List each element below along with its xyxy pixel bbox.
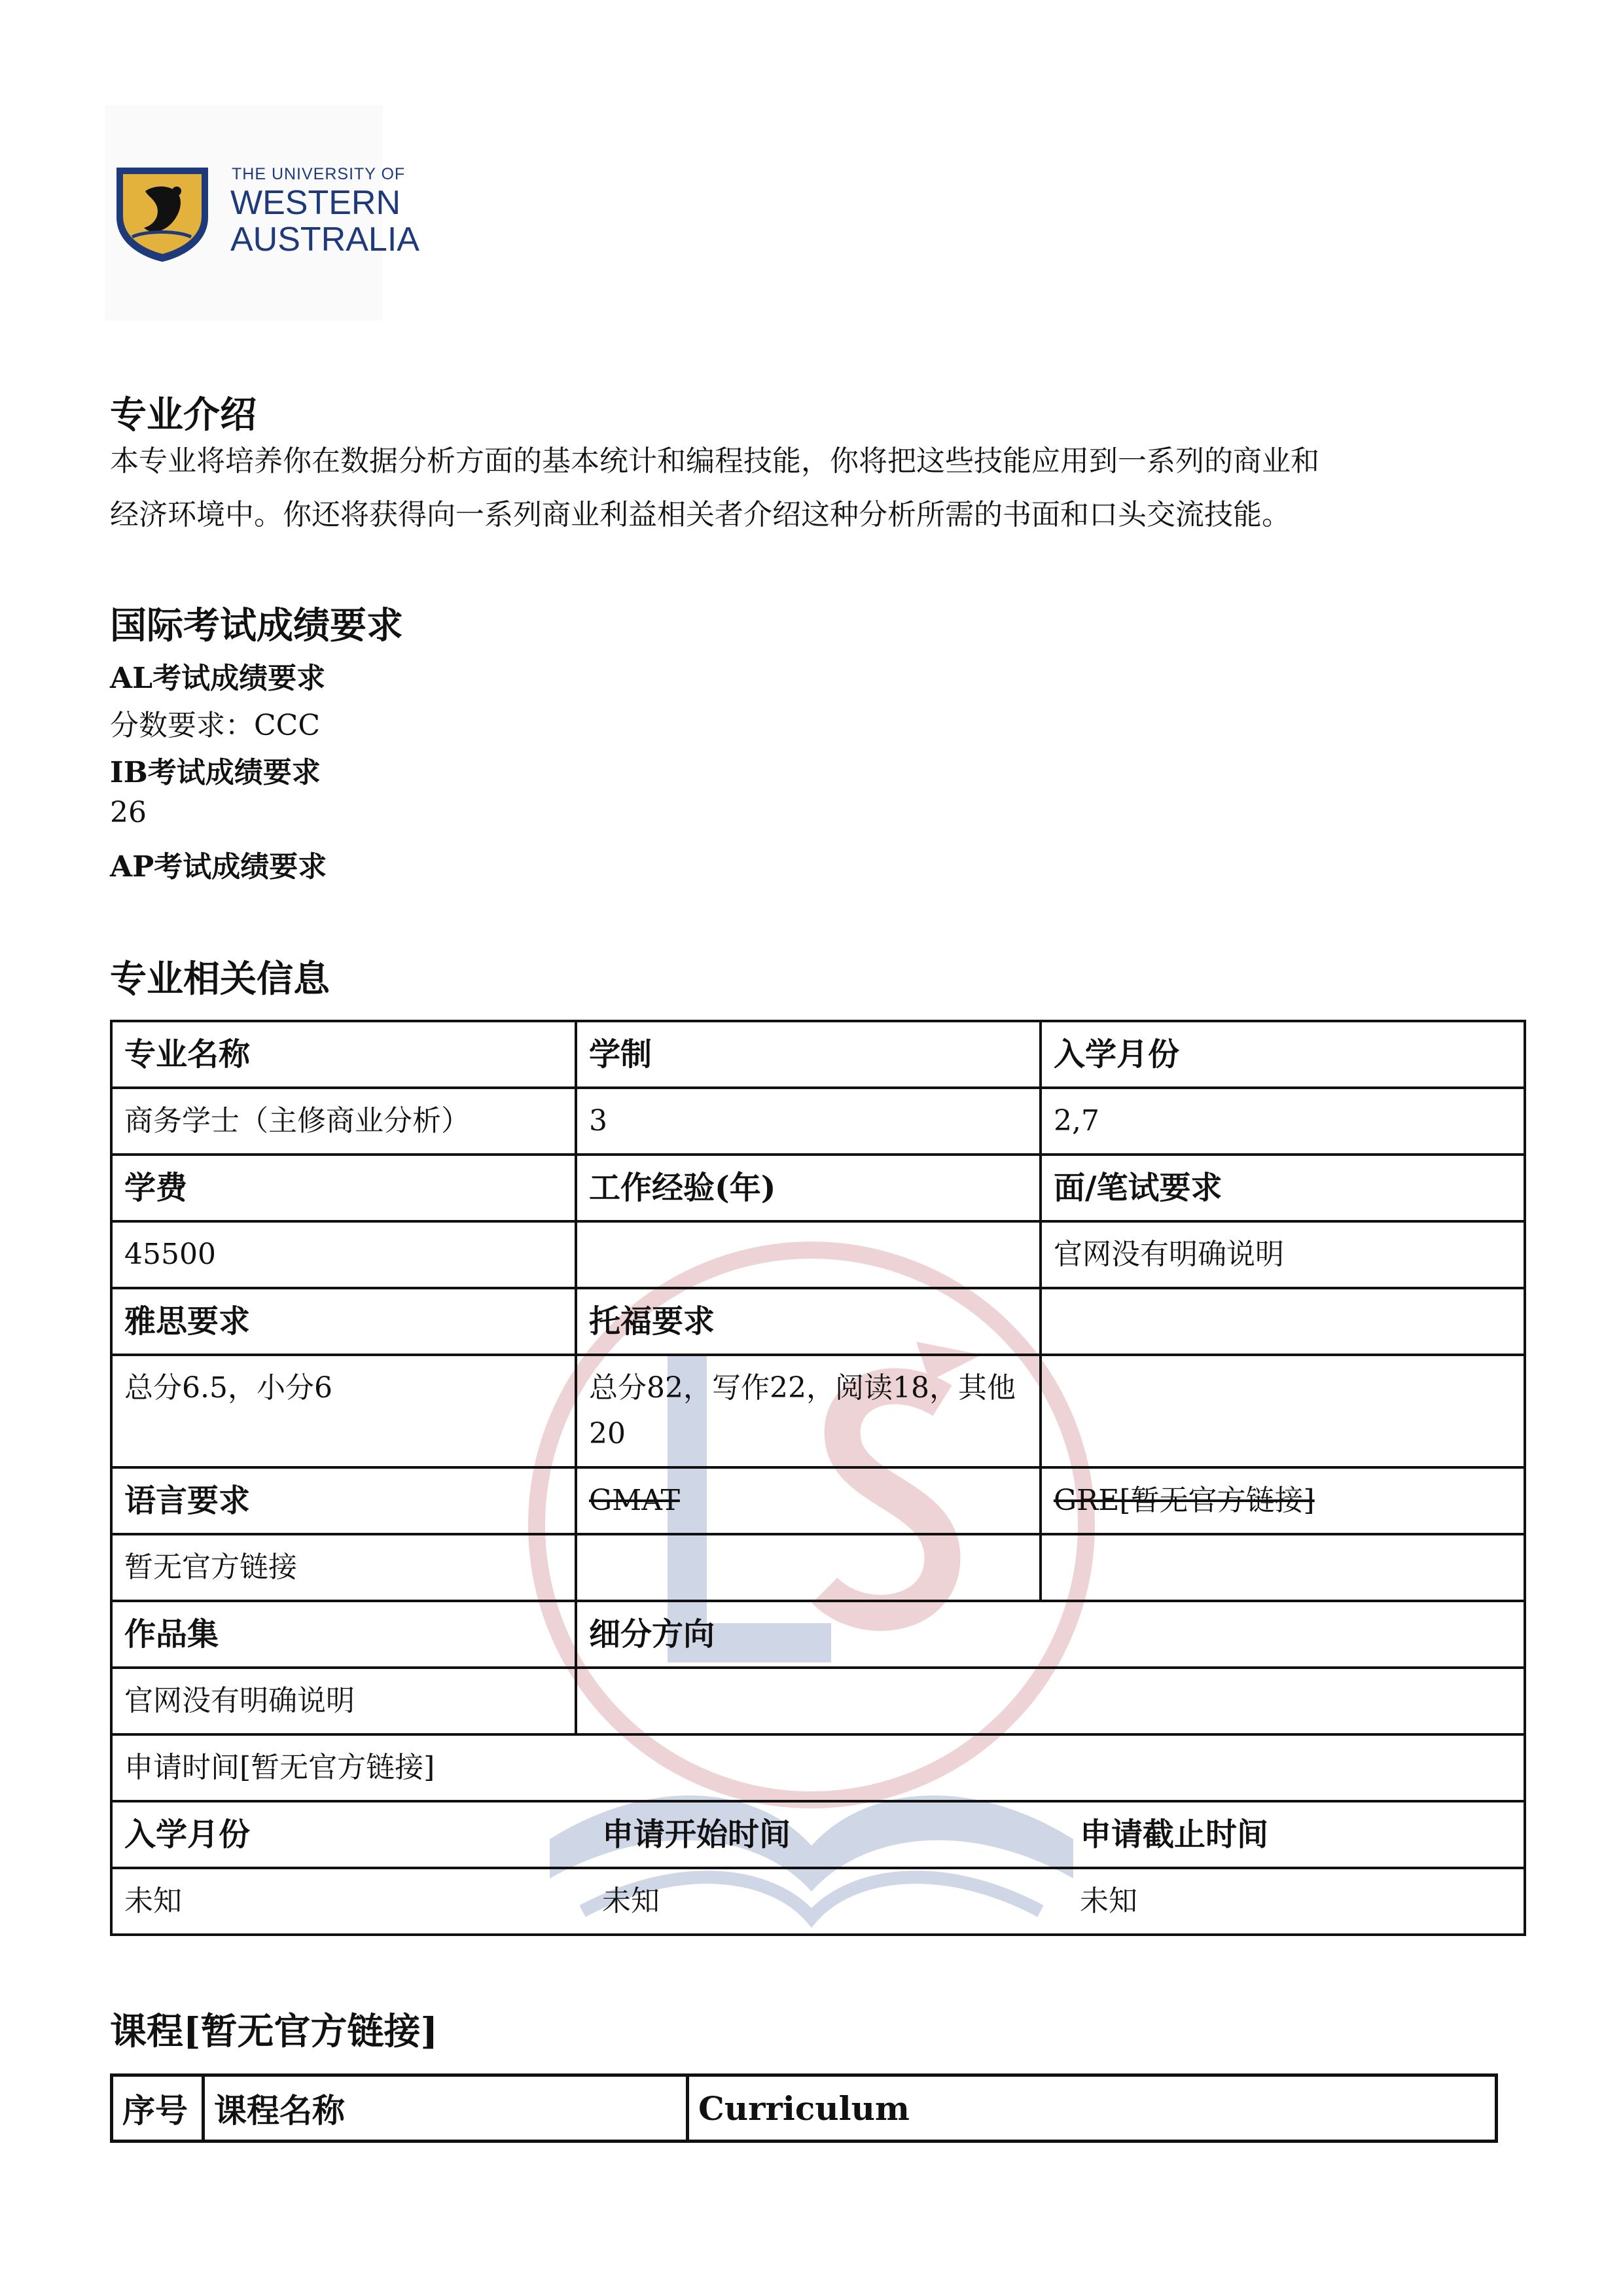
ib-title: IB考试成绩要求 — [110, 756, 321, 789]
university-logo — [105, 105, 419, 321]
crest-icon — [113, 165, 212, 263]
ielts-value: 总分6.5，小分6 — [111, 1355, 576, 1467]
direction-value — [576, 1668, 1525, 1734]
al-title: AL考试成绩要求 — [110, 662, 326, 695]
apply-col-start: 申请开始时间 — [590, 1803, 1068, 1869]
major-label: 专业名称 — [111, 1021, 576, 1088]
courses-table — [110, 2073, 1498, 2143]
apply-val-deadline: 未知 — [1080, 1884, 1137, 1918]
toefl-label: 托福要求 — [576, 1288, 1041, 1355]
duration-value: 3 — [576, 1088, 1041, 1155]
apply-col-deadline: 申请截止时间 — [1068, 1803, 1526, 1869]
empty-cell — [576, 1534, 1041, 1601]
gre-label: GRE[暂无官方链接] — [1041, 1467, 1525, 1534]
language-value: 暂无官方链接 — [111, 1534, 576, 1601]
logo-line-2: WESTERN — [230, 184, 401, 222]
course-col-curriculum: Curriculum — [688, 2075, 1497, 2142]
tuition-label: 学费 — [111, 1155, 576, 1221]
language-label: 语言要求 — [111, 1467, 576, 1534]
apply-time-table — [111, 1801, 1525, 1935]
toefl-value: 总分82，写作22，阅读18，其他20 — [576, 1355, 1041, 1467]
logo-line-3: AUSTRALIA — [230, 221, 419, 259]
interview-label: 面/笔试要求 — [1041, 1155, 1525, 1221]
empty-cell — [1041, 1534, 1525, 1601]
exams-heading: 国际考试成绩要求 — [110, 604, 403, 647]
course-col-index: 序号 — [112, 2075, 204, 2142]
apply-val-start: 未知 — [602, 1884, 660, 1918]
ib-value: 26 — [110, 796, 147, 829]
al-value: 分数要求：CCC — [110, 709, 320, 742]
info-table — [110, 1020, 1526, 1936]
apply-col-intake: 入学月份 — [113, 1803, 590, 1869]
duration-label: 学制 — [576, 1021, 1041, 1088]
tuition-value: 45500 — [111, 1221, 576, 1288]
courses-heading: 课程[暂无官方链接] — [110, 2010, 438, 2053]
gmat-label: GMAT — [576, 1467, 1041, 1534]
interview-value: 官网没有明确说明 — [1041, 1221, 1525, 1288]
major-value: 商务学士（主修商业分析） — [111, 1088, 576, 1155]
info-heading: 专业相关信息 — [110, 958, 330, 1001]
logo-line-1: THE UNIVERSITY OF — [232, 165, 406, 183]
ap-title: AP考试成绩要求 — [110, 850, 327, 884]
work-label: 工作经验(年) — [576, 1155, 1041, 1221]
intro-heading: 专业介绍 — [110, 393, 257, 437]
portfolio-label: 作品集 — [111, 1601, 576, 1668]
ielts-label: 雅思要求 — [111, 1288, 576, 1355]
intro-line-1: 本专业将培养你在数据分析方面的基本统计和编程技能，你将把这些技能应用到一系列的商业和 — [110, 444, 1319, 478]
apply-time-label: 申请时间[暂无官方链接] — [111, 1734, 1525, 1801]
intake-label: 入学月份 — [1041, 1021, 1525, 1088]
intro-line-2: 经济环境中。你还将获得向一系列商业利益相关者介绍这种分析所需的书面和口头交流技能。 — [110, 498, 1291, 531]
empty-cell — [1041, 1355, 1525, 1467]
work-value — [576, 1221, 1041, 1288]
course-col-name: 课程名称 — [204, 2075, 688, 2142]
direction-label: 细分方向 — [576, 1601, 1525, 1668]
intake-value: 2,7 — [1041, 1088, 1525, 1155]
apply-val-intake: 未知 — [124, 1884, 182, 1918]
portfolio-value: 官网没有明确说明 — [111, 1668, 576, 1734]
empty-cell — [1041, 1288, 1525, 1355]
